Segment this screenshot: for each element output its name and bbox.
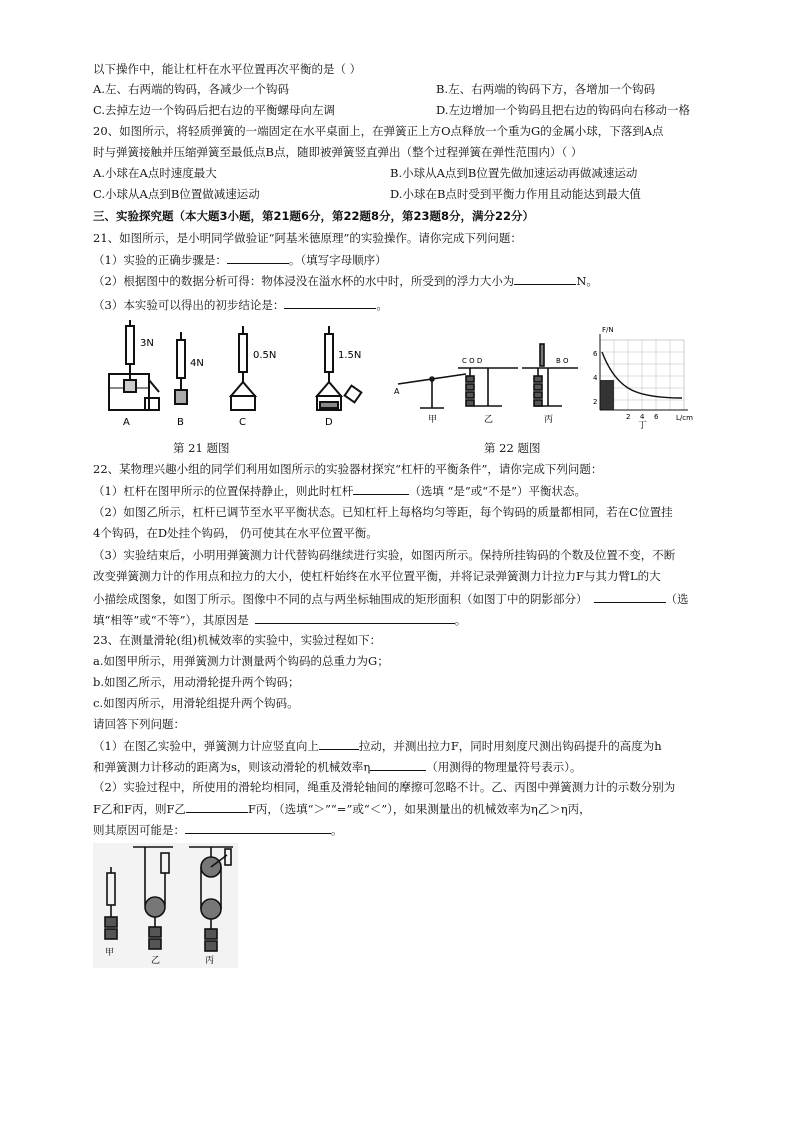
y-tick-2: 2 xyxy=(593,398,598,406)
points-bo-label: B O xyxy=(556,357,569,365)
q23-ask: 请回答下列问题： xyxy=(93,717,185,731)
q20-option-a: A.小球在A点时速度最大 xyxy=(93,166,217,180)
q23-part2-line2-text: F乙和F丙，则F乙 xyxy=(93,802,186,816)
q19-option-d: D.左边增加一个钩码且把右边的钩码向右移动一格 xyxy=(436,103,690,117)
point-a-label: A xyxy=(394,387,400,396)
figure-22-ding-graph xyxy=(600,334,688,410)
answer-blank[interactable] xyxy=(353,482,409,495)
q23-part1-line1-text: （1）在图乙实验中，弹簧测力计应竖直向上 xyxy=(93,739,319,753)
answer-blank[interactable] xyxy=(284,296,376,309)
x-tick-2: 2 xyxy=(626,413,631,421)
figure-22-bing xyxy=(522,344,578,406)
q22-part3-line1: （3）实验结束后，小明用弹簧测力计代替钩码继续进行实验，如图丙所示。保持所挂钩码的个数及位置不变，不断 xyxy=(93,548,676,562)
q21-part1-text: （1）实验的正确步骤是： xyxy=(93,253,227,267)
answer-blank[interactable] xyxy=(514,272,576,285)
q23-step-a: a.如图甲所示，用弹簧测力计测量两个钩码的总重力为G； xyxy=(93,654,389,668)
shaded-area xyxy=(600,380,614,410)
points-cod-label: C O D xyxy=(462,357,483,365)
x-tick-6: 6 xyxy=(654,413,659,421)
scale-reading-d: 1.5N xyxy=(338,350,362,361)
q23-part1-line2 xyxy=(93,758,582,775)
q22-part3-line4 xyxy=(93,611,466,628)
label-yi: 乙 xyxy=(484,415,494,425)
q23-part2-line3 xyxy=(93,821,343,838)
q22-part3-line2: 改变弹簧测力计的作用点和拉力的大小，使杠杆始终在水平位置平衡，并将记录弹簧测力计拉力F与其力臂L的大 xyxy=(93,569,661,583)
q21-part3 xyxy=(93,296,388,313)
y-tick-6: 6 xyxy=(593,350,598,358)
figure-23 xyxy=(93,843,238,968)
answer-blank[interactable] xyxy=(319,737,359,750)
figure-22-caption: 第 22 题图 xyxy=(484,441,541,455)
q19-option-b: B.左、右两端的钩码下方，各增加一个钩码 xyxy=(436,82,656,96)
answer-blank[interactable] xyxy=(185,821,331,834)
q23-part2-line3-text: 则其原因可能是： xyxy=(93,823,185,837)
q22-part1-tail: （选填 “是”或“不是”）平衡状态。 xyxy=(409,484,586,498)
figure-22-jia xyxy=(398,374,466,408)
q22-part3-line4-text: 填“相等”或“不等”），其原因是 xyxy=(93,613,249,627)
answer-blank[interactable] xyxy=(255,611,455,624)
label-jia: 甲 xyxy=(428,415,438,425)
q21-part1 xyxy=(93,251,387,268)
label-yi: 乙 xyxy=(151,956,161,966)
answer-blank[interactable] xyxy=(227,251,289,264)
q20-option-b: B.小球从A点到B位置先做加速运动再做减速运动 xyxy=(390,166,638,180)
q22-part2-line1: （2）如图乙所示，杠杆已调节至水平平衡状态。已知杠杆上每格均匀等距，每个钩码的质量都相同，若在C位置挂 xyxy=(93,505,673,519)
q23-stem: 23、在测量滑轮(组)机械效率的实验中，实验过程如下： xyxy=(93,633,382,647)
label-b: B xyxy=(177,417,184,428)
q23-part1-line1-tail: 拉动，并测出拉力F，同时用刻度尺测出钩码提升的高度为h xyxy=(358,739,662,753)
figure-21-b xyxy=(175,332,187,404)
figure-22-yi xyxy=(458,368,518,406)
label-jia: 甲 xyxy=(105,948,115,958)
q20-option-d: D.小球在B点时受到平衡力作用且动能达到最大值 xyxy=(390,187,641,201)
answer-blank[interactable] xyxy=(594,590,666,603)
figure-21 xyxy=(93,318,383,430)
label-a: A xyxy=(123,417,130,428)
figure-21-a xyxy=(109,320,159,410)
q23-part1-line1 xyxy=(93,737,662,754)
q20-stem-line1: 20、如图所示，将轻质弹簧的一端固定在水平桌面上，在弹簧正上方O点释放一个重为G的金属小球，下落到A点 xyxy=(93,124,664,138)
q23-step-c: c.如图丙所示，用滑轮组提升两个钩码。 xyxy=(93,696,299,710)
label-ding: 丁 xyxy=(638,421,648,430)
q23-part2-line1: （2）实验过程中，所使用的滑轮均相同，绳重及滑轮轴间的摩擦可忽略不计。乙、丙图中弹簧测力计的示数分别为 xyxy=(93,780,676,794)
figure-22 xyxy=(392,318,700,430)
q21-part2 xyxy=(93,272,598,289)
label-c: C xyxy=(239,417,246,428)
q21-stem: 21、如图所示，是小明同学做验证“阿基米德原理”的实验操作。请你完成下列问题： xyxy=(93,231,522,245)
scale-reading-a: 3N xyxy=(140,338,154,349)
q23-part1-line2-tail: （用测得的物理量符号表示）。 xyxy=(426,760,582,774)
q22-stem: 22、某物理兴趣小组的同学们利用如图所示的实验器材探究“杠杆的平衡条件”，请你完成下列问题： xyxy=(93,462,603,476)
section-3-heading: 三、实验探究题（本大题3小题，第21题6分，第22题8分，第23题8分，满分22分） xyxy=(93,209,535,223)
q23-step-b: b.如图乙所示，用动滑轮提升两个钩码； xyxy=(93,675,300,689)
l-axis-label: L/cm xyxy=(676,414,693,422)
scale-reading-b: 4N xyxy=(190,358,204,369)
x-tick-4: 4 xyxy=(640,413,645,421)
figure-21-c xyxy=(231,326,255,410)
q22-part2-line2: 4个钩码，在D处挂个钩码， 仍可使其在水平位置平衡。 xyxy=(93,526,378,540)
f-axis-label: F/N xyxy=(602,326,614,334)
q23-part2-line2-tail: F丙，（选填“＞”“=”或“＜”），如果测量出的机械效率为η乙＞η丙， xyxy=(247,802,591,816)
figure-21-caption: 第 21 题图 xyxy=(173,441,230,455)
answer-blank[interactable] xyxy=(370,758,426,771)
q23-part2-line2 xyxy=(93,800,591,817)
q22-part1-text: （1）杠杆在图甲所示的位置保持静止，则此时杠杆 xyxy=(93,484,354,498)
q22-part3-line3-tail: （选 xyxy=(665,592,689,606)
q21-part3-text: （3）本实验可以得出的初步结论是： xyxy=(93,298,285,312)
q21-part3-tail: 。 xyxy=(376,298,388,312)
q20-stem-line2: 时与弹簧接触并压缩弹簧至最低点B点，随即被弹簧竖直弹出（整个过程弹簧在弹性范围内）（ ） xyxy=(93,145,583,159)
q22-part3-line4-tail: 。 xyxy=(454,613,467,627)
q22-part1 xyxy=(93,482,586,499)
q22-part3-line3 xyxy=(93,590,689,607)
q19-stem: 以下操作中，能让杠杆在水平位置再次平衡的是（ ） xyxy=(93,62,362,76)
q19-option-c: C.去掉左边一个钩码后把右边的平衡螺母向左调 xyxy=(93,103,336,117)
answer-blank[interactable] xyxy=(186,800,248,813)
figure-21-d xyxy=(317,326,361,410)
q22-part3-line3-text: 小描绘成图象，如图丁所示。图像中不同的点与两坐标轴围成的矩形面积（如图丁中的阴影部分） xyxy=(93,592,588,606)
q19-option-a: A.左、右两端的钩码，各减少一个钩码 xyxy=(93,82,289,96)
label-bing: 丙 xyxy=(205,956,215,966)
q23-part2-line3-tail: 。 xyxy=(331,823,343,837)
q20-option-c: C.小球从A点到B位置做减速运动 xyxy=(93,187,260,201)
label-d: D xyxy=(325,417,333,428)
q21-part2-text: （2）根据图中的数据分析可得：物体浸没在溢水杯的水中时，所受到的浮力大小为 xyxy=(93,274,515,288)
q21-part2-tail: N。 xyxy=(576,274,598,288)
q21-part1-tail: 。（填写字母顺序） xyxy=(288,253,387,267)
q23-part1-line2-text: 和弹簧测力计移动的距离为s，则该动滑轮的机械效率η xyxy=(93,760,371,774)
label-bing: 丙 xyxy=(544,415,554,425)
scale-reading-c: 0.5N xyxy=(253,350,277,361)
y-tick-4: 4 xyxy=(593,374,598,382)
